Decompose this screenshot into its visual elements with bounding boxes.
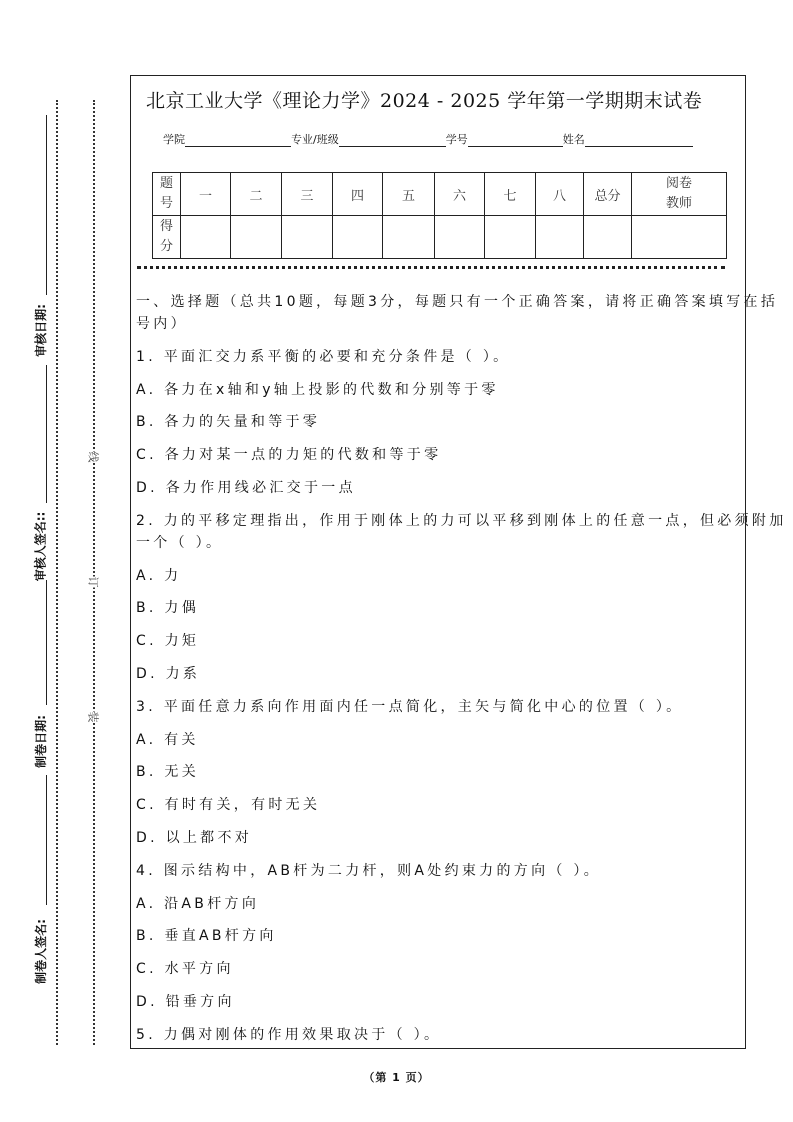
margin-dotted-line-inner bbox=[93, 100, 95, 1045]
option: B. 各力的矢量和等于零 bbox=[136, 414, 321, 431]
signature-line-make-date bbox=[46, 580, 47, 705]
signature-line-review-date bbox=[46, 115, 47, 295]
option: A. 各力在x轴和y轴上投影的代数和分别等于零 bbox=[136, 381, 499, 398]
option: C. 各力对某一点的力矩的代数和等于零 bbox=[136, 447, 442, 464]
name-label: 姓名 bbox=[562, 133, 585, 146]
option: B. 无关 bbox=[136, 764, 200, 781]
exam-title: 北京工业大学《理论力学》2024 - 2025 学年第一学期期末试卷 bbox=[146, 90, 703, 112]
page-number: （第 1 页） bbox=[363, 1071, 430, 1084]
college-label: 学院 bbox=[163, 133, 185, 146]
reviewer-sign-label: 审核人签名:: bbox=[33, 511, 48, 582]
binding-mark-line: 线 bbox=[84, 452, 104, 463]
student-id-label: 学号 bbox=[445, 133, 468, 146]
maker-sign-label: 制卷人签名: bbox=[33, 919, 48, 984]
option: A. 有关 bbox=[136, 731, 199, 748]
question-number-label: 题 号 bbox=[153, 173, 181, 216]
margin-dotted-line-outer bbox=[56, 100, 58, 1045]
signature-line-reviewer bbox=[46, 365, 47, 503]
dotted-separator bbox=[137, 266, 725, 269]
binding-mark-bind: 装 bbox=[84, 712, 104, 723]
student-id-field[interactable] bbox=[468, 133, 563, 147]
option: D. 各力作用线必汇交于一点 bbox=[136, 479, 356, 496]
binding-mark-staple: 订 bbox=[84, 577, 104, 588]
column-header: 四 bbox=[333, 173, 383, 216]
signature-line-maker bbox=[46, 775, 47, 905]
college-field[interactable] bbox=[185, 133, 291, 147]
score-cell[interactable] bbox=[485, 216, 536, 259]
question-2: 2. 力的平移定理指出，作用于刚体上的力可以平移到刚体上的任意一点，但必须附加 一个（ ）。 bbox=[136, 512, 787, 551]
option: A. 沿AB杆方向 bbox=[136, 895, 260, 912]
option: A. 力 bbox=[136, 567, 182, 584]
score-cell[interactable] bbox=[231, 216, 282, 259]
option: D. 以上都不对 bbox=[136, 829, 253, 846]
make-date-label: 制卷日期: bbox=[33, 715, 48, 768]
score-table bbox=[152, 172, 727, 259]
score-label: 得 分 bbox=[153, 216, 181, 259]
question-5: 5. 力偶对刚体的作用效果取决于（ ）。 bbox=[136, 1026, 442, 1043]
major-class-field[interactable] bbox=[339, 133, 446, 147]
section-instructions: 一、选择题（总共10题，每题3分，每题只有一个正确答案，请将正确答案填写在括 号内） bbox=[136, 294, 779, 332]
option: D. 力系 bbox=[136, 665, 201, 682]
option: D. 铅垂方向 bbox=[136, 993, 235, 1010]
score-table-header-row bbox=[153, 173, 727, 216]
column-header: 八 bbox=[536, 173, 584, 216]
column-header: 总分 bbox=[584, 173, 632, 216]
question-4: 4. 图示结构中，AB杆为二力杆，则A处约束力的方向（ ）。 bbox=[136, 862, 602, 879]
score-table-score-row bbox=[153, 216, 727, 259]
option: C. 有时有关，有时无关 bbox=[136, 797, 321, 814]
score-cell[interactable] bbox=[383, 216, 435, 259]
question-1: 1. 平面汇交力系平衡的必要和充分条件是（ ）。 bbox=[136, 348, 511, 365]
question-3: 3. 平面任意力系向作用面内任一点简化，主矢与简化中心的位置（ ）。 bbox=[136, 698, 684, 715]
reviewer-header: 阅卷 教师 bbox=[632, 173, 727, 216]
score-cell[interactable] bbox=[435, 216, 485, 259]
column-header: 二 bbox=[231, 173, 282, 216]
review-date-label: 审核日期: bbox=[33, 304, 48, 357]
major-class-label: 专业/班级 bbox=[291, 133, 339, 146]
name-field[interactable] bbox=[585, 133, 693, 147]
option: C. 力矩 bbox=[136, 633, 200, 650]
column-header: 一 bbox=[181, 173, 231, 216]
score-cell[interactable] bbox=[584, 216, 632, 259]
student-info-row bbox=[163, 131, 693, 147]
option: C. 水平方向 bbox=[136, 961, 234, 978]
column-header: 五 bbox=[383, 173, 435, 216]
score-cell[interactable] bbox=[333, 216, 383, 259]
score-cell[interactable] bbox=[536, 216, 584, 259]
score-cell[interactable] bbox=[282, 216, 333, 259]
score-cell[interactable] bbox=[181, 216, 231, 259]
column-header: 七 bbox=[485, 173, 536, 216]
column-header: 六 bbox=[435, 173, 485, 216]
column-header: 三 bbox=[282, 173, 333, 216]
option: B. 力偶 bbox=[136, 600, 200, 617]
option: B. 垂直AB杆方向 bbox=[136, 928, 277, 945]
reviewer-cell[interactable] bbox=[632, 216, 727, 259]
exam-body bbox=[136, 291, 787, 1057]
